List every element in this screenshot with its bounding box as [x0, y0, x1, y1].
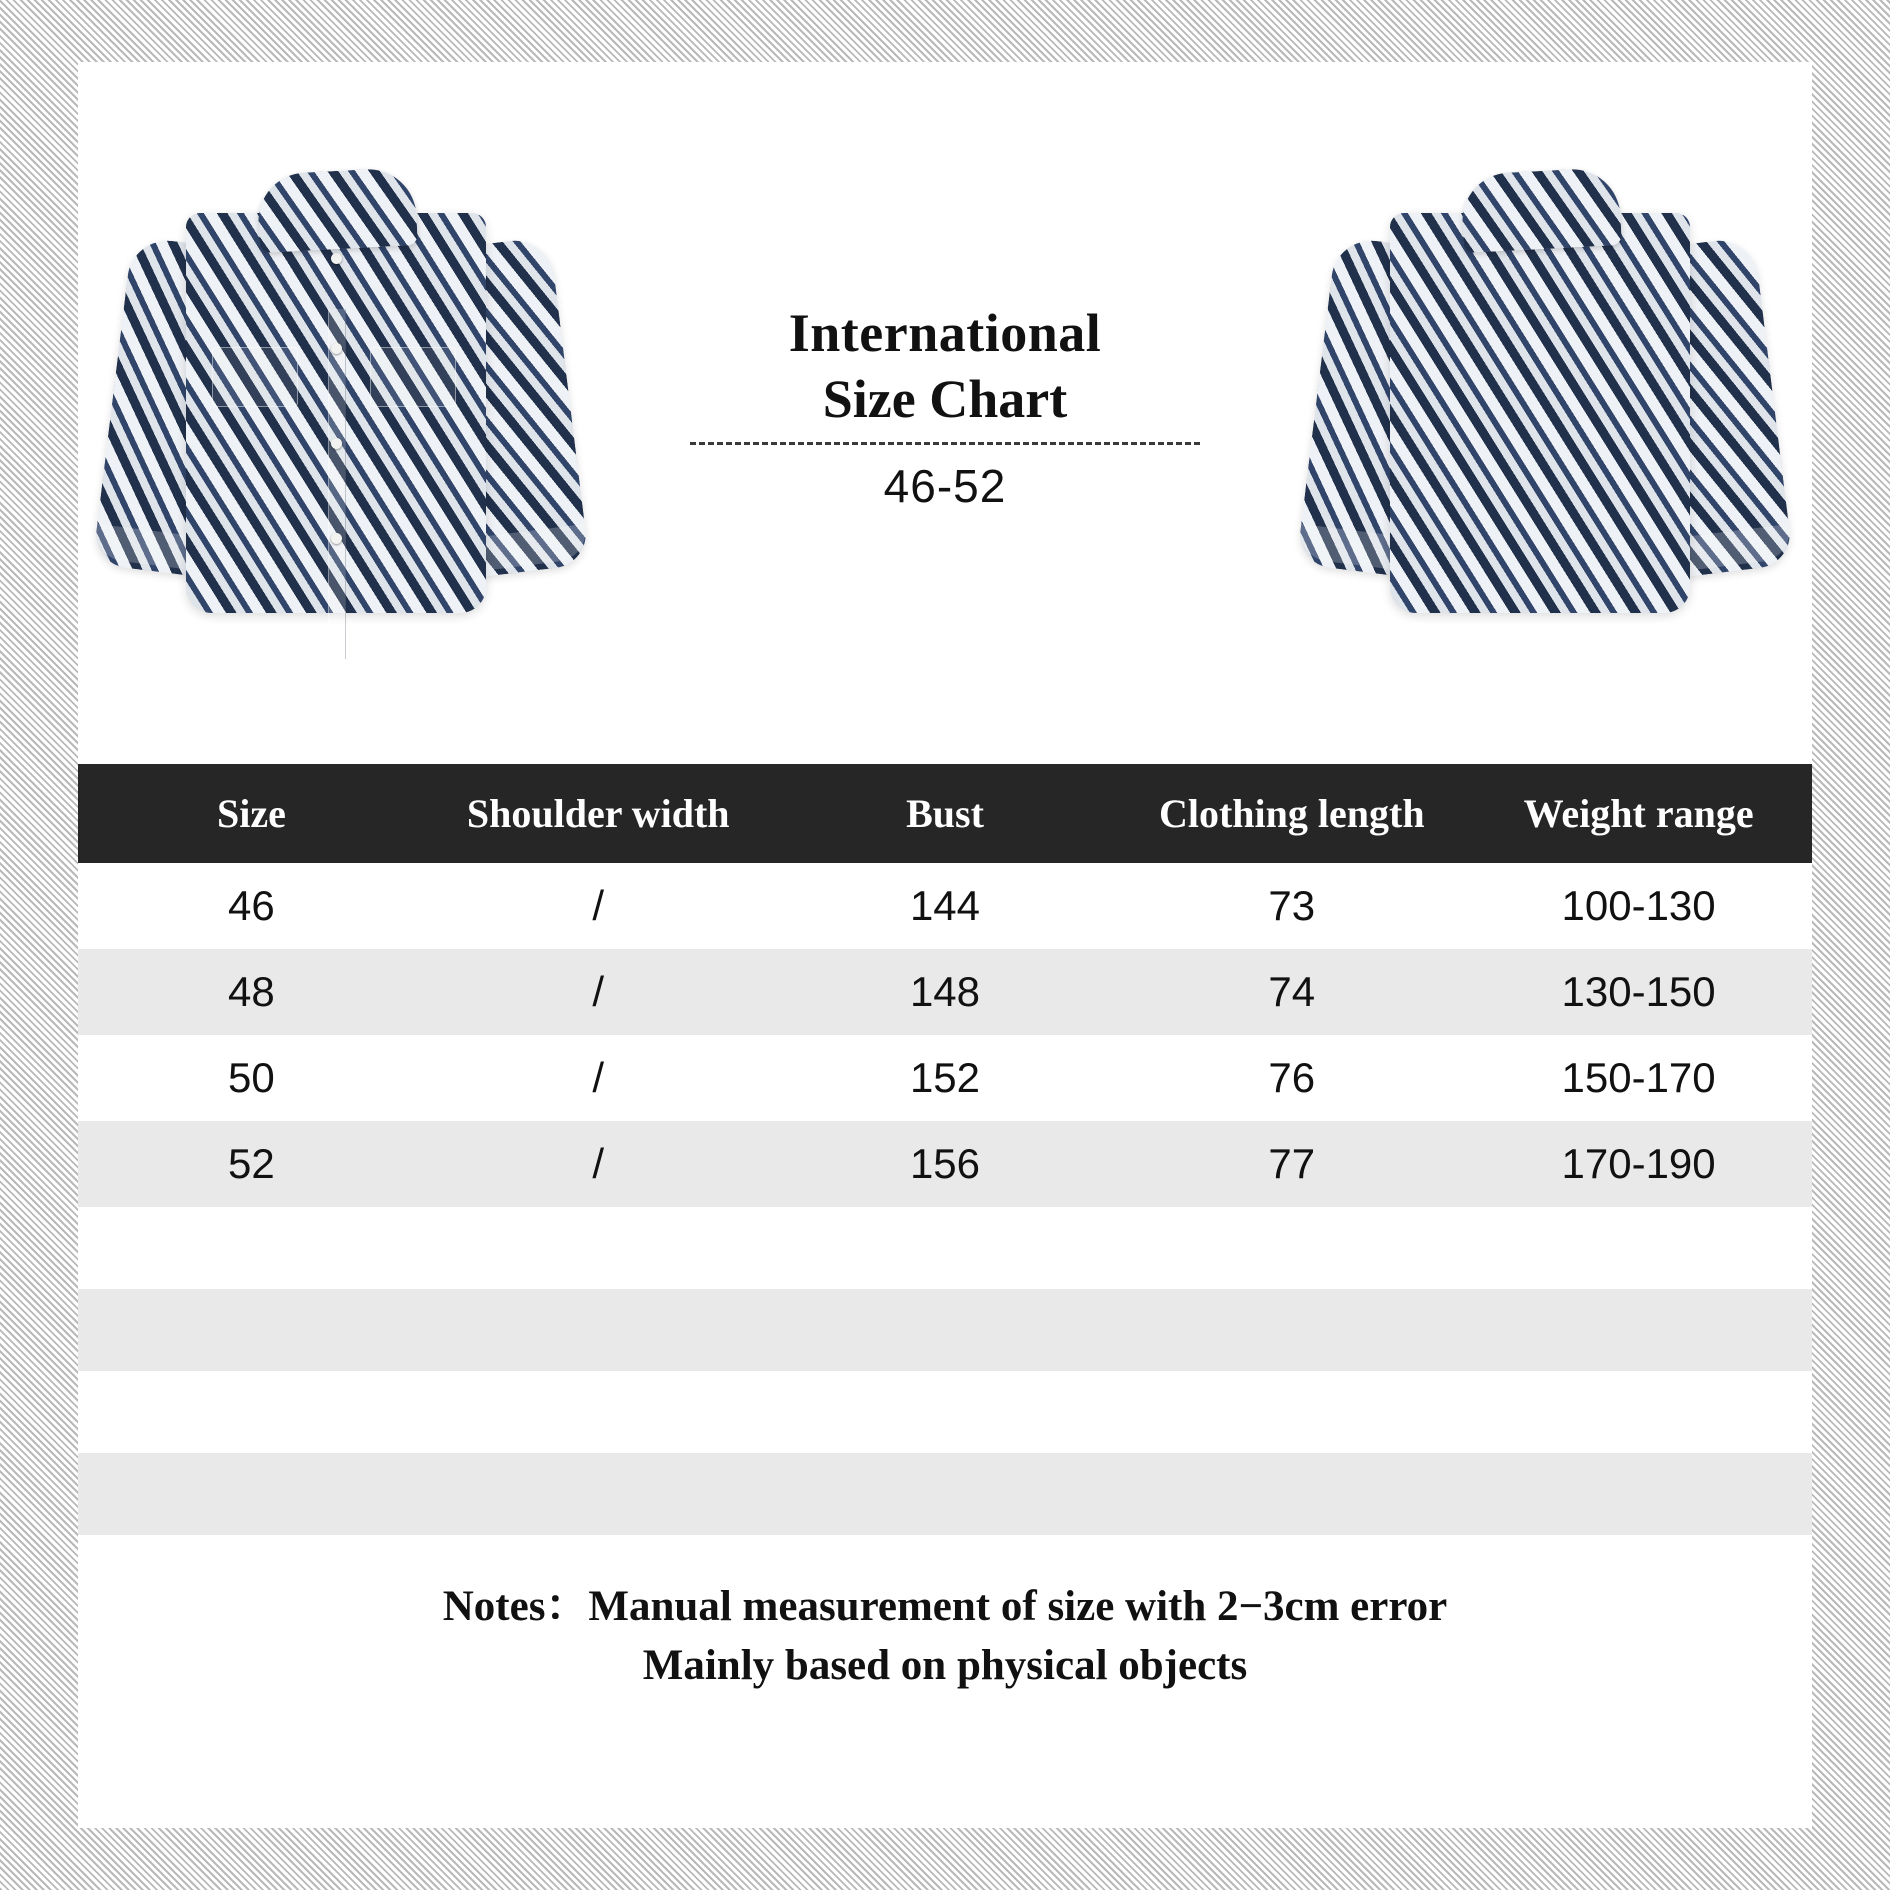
cell-bust: 144 — [772, 863, 1119, 949]
cell-empty — [1118, 1289, 1465, 1371]
cell-empty — [1118, 1453, 1465, 1535]
product-image-back — [1312, 147, 1782, 667]
cell-empty — [772, 1371, 1119, 1453]
table-row-empty — [78, 1453, 1812, 1535]
table-body — [78, 863, 1812, 1535]
title-divider — [690, 442, 1200, 445]
cell-clothing-length: 77 — [1118, 1121, 1465, 1207]
cell-empty — [425, 1207, 772, 1289]
title-block — [578, 301, 1312, 514]
cell-bust: 156 — [772, 1121, 1119, 1207]
cell-shoulder-width: / — [425, 1121, 772, 1207]
cell-empty — [1118, 1371, 1465, 1453]
cell-empty — [78, 1207, 425, 1289]
jacket-body-front — [186, 213, 486, 613]
cell-weight-range: 130-150 — [1465, 949, 1812, 1035]
cell-empty — [772, 1207, 1119, 1289]
table-row-empty — [78, 1371, 1812, 1453]
column-header-weight-range: Weight range — [1465, 764, 1812, 863]
column-header-shoulder-width: Shoulder width — [425, 764, 772, 863]
chest-pocket-right — [370, 347, 456, 407]
size-table — [78, 764, 1812, 1535]
cell-shoulder-width: / — [425, 949, 772, 1035]
cell-bust: 148 — [772, 949, 1119, 1035]
table-row-empty — [78, 1207, 1812, 1289]
cell-shoulder-width: / — [425, 863, 772, 949]
collar-back — [1460, 167, 1622, 253]
button-icon — [331, 253, 342, 264]
notes-line-1: Notes：Manual measurement of size with 2−3cm error — [442, 1583, 1448, 1630]
cell-empty — [772, 1289, 1119, 1371]
notes-section — [78, 1577, 1812, 1696]
button-icon — [331, 343, 342, 354]
cell-empty — [78, 1371, 425, 1453]
button-icon — [331, 533, 342, 544]
jacket-body-back — [1390, 213, 1690, 613]
table-header-row — [78, 764, 1812, 863]
size-table-wrapper — [78, 764, 1812, 1535]
table-row — [78, 1121, 1812, 1207]
column-header-bust: Bust — [772, 764, 1119, 863]
cell-empty — [425, 1453, 772, 1535]
cell-empty — [1465, 1289, 1812, 1371]
cell-size: 50 — [78, 1035, 425, 1121]
page-title-line1: International — [788, 302, 1102, 363]
cell-empty — [1465, 1207, 1812, 1289]
content-frame — [78, 62, 1812, 1828]
cell-weight-range: 100-130 — [1465, 863, 1812, 949]
cell-bust: 152 — [772, 1035, 1119, 1121]
cell-empty — [425, 1289, 772, 1371]
table-row — [78, 863, 1812, 949]
cell-clothing-length: 73 — [1118, 863, 1465, 949]
cell-size: 46 — [78, 863, 425, 949]
hero-section — [78, 62, 1812, 752]
cell-empty — [1465, 1371, 1812, 1453]
column-header-size: Size — [78, 764, 425, 863]
column-header-clothing-length: Clothing length — [1118, 764, 1465, 863]
chest-pocket-left — [212, 347, 298, 407]
notes-line-2: Mainly based on physical objects — [642, 1642, 1248, 1690]
cell-clothing-length: 74 — [1118, 949, 1465, 1035]
product-image-front — [108, 147, 578, 667]
cell-size: 48 — [78, 949, 425, 1035]
size-range-label: 46-52 — [883, 460, 1007, 513]
cell-size: 52 — [78, 1121, 425, 1207]
cell-empty — [425, 1371, 772, 1453]
cell-weight-range: 150-170 — [1465, 1035, 1812, 1121]
cell-empty — [772, 1453, 1119, 1535]
cell-clothing-length: 76 — [1118, 1035, 1465, 1121]
table-row — [78, 1035, 1812, 1121]
collar-front — [256, 167, 418, 253]
button-icon — [331, 438, 342, 449]
cell-empty — [1465, 1453, 1812, 1535]
table-row — [78, 949, 1812, 1035]
page-title-line2: Size Chart — [822, 368, 1068, 429]
button-placket — [328, 309, 346, 659]
table-head — [78, 764, 1812, 863]
cell-shoulder-width: / — [425, 1035, 772, 1121]
cell-empty — [78, 1453, 425, 1535]
cell-empty — [1118, 1207, 1465, 1289]
cell-empty — [78, 1289, 425, 1371]
cell-weight-range: 170-190 — [1465, 1121, 1812, 1207]
table-row-empty — [78, 1289, 1812, 1371]
